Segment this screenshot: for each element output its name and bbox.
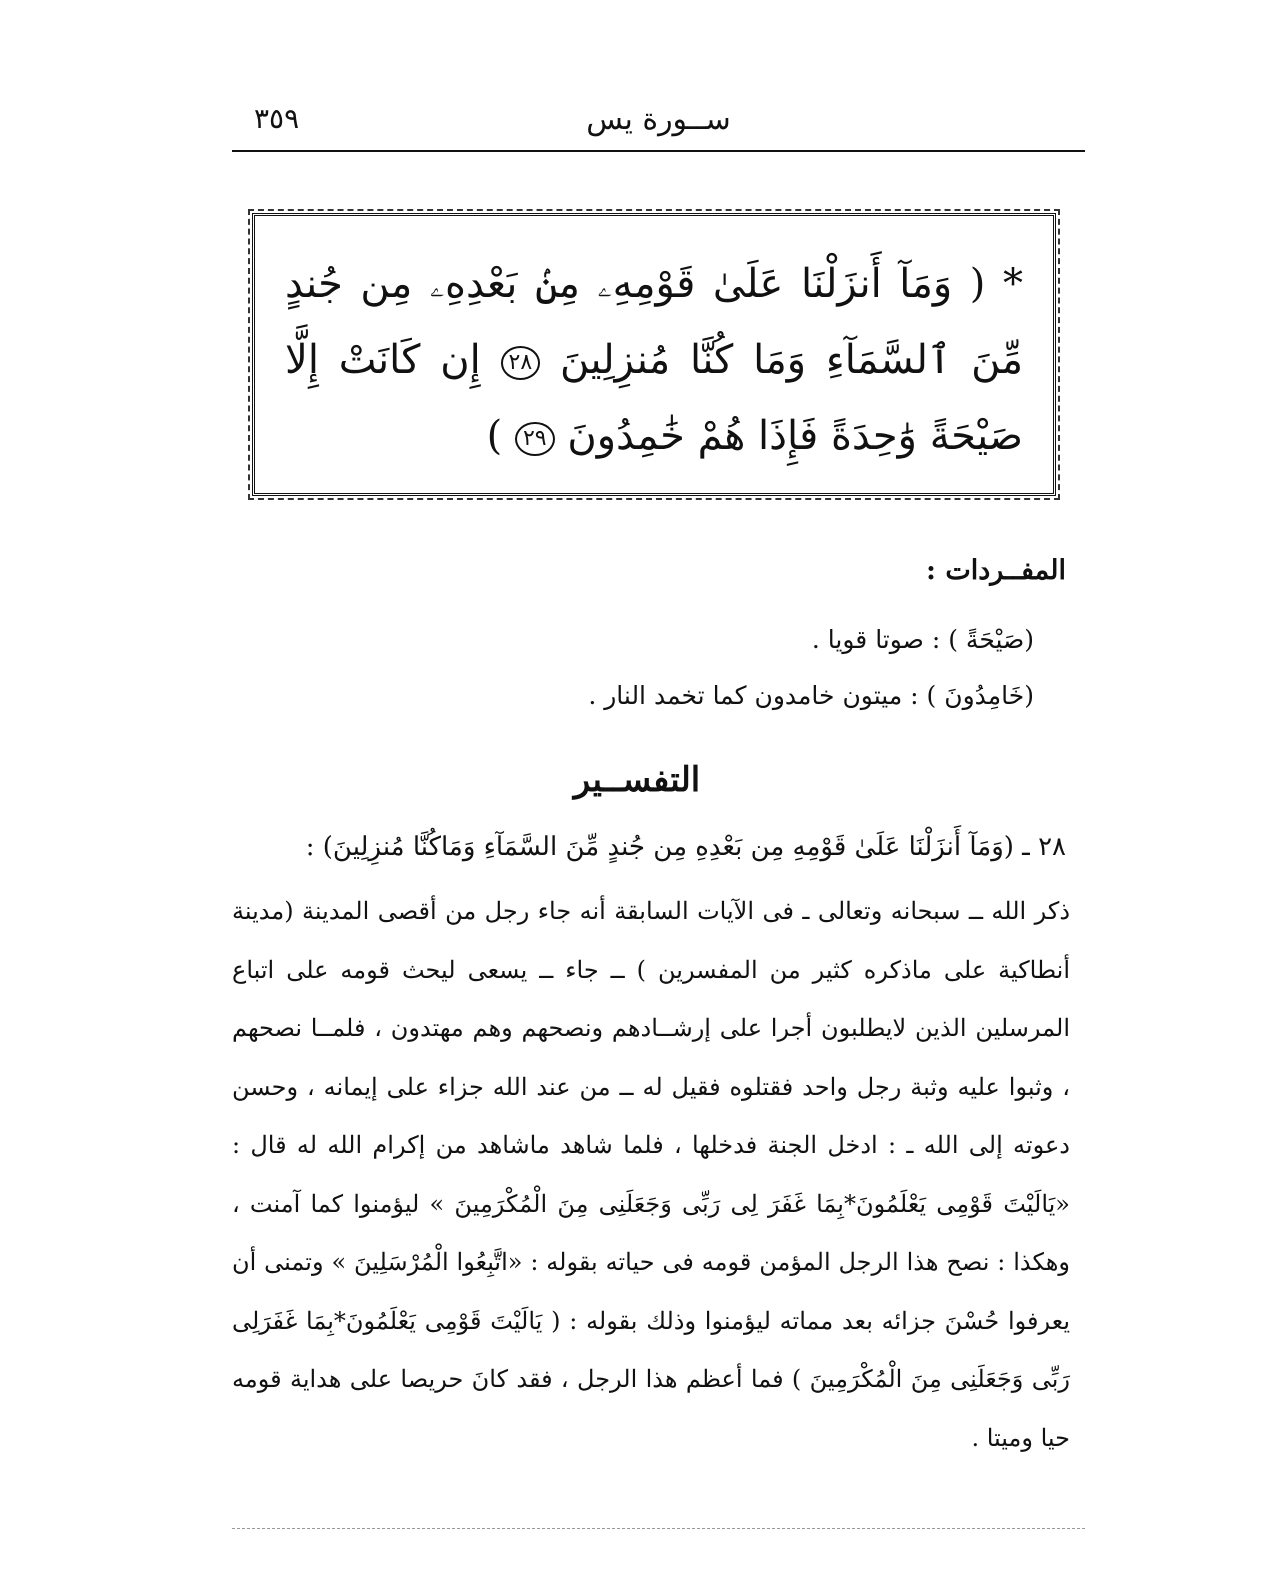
ayah-number-28: ٢٨ [501, 346, 541, 380]
tafsir-body: ذكر الله ــ سبحانه وتعالى ـ فى الآيات السابقة أنه جاء رجل من أقصى المدينة (مدينة أنطاكية على ماذكره كثير من المفسرين ) ــ جاء ــ يسعى ليحث قومه على اتباع المرسلين الذين لايطلبون أجرا على إرشــادهم ونصحهم وهم مهتدون ، فلمــا نصحهم ، وثبوا عليه وثبة رجل واحد فقتلوه فقيل له ــ من عند الله جزاء على إيمانه ، وحسن دعوته إلى الله ـ : ادخل الجنة فدخلها ، فلما شاهد ماشاهد من إكرام الله له قال : «يَالَيْتَ قَوْمِى يَعْلَمُونَ*بِمَا غَفَرَ لِى رَبِّى وَجَعَلَنِى مِنَ الْمُكْرَمِينَ » ليؤمنوا كما آمنت ، وهكذا : نصح هذا الرجل المؤمن قومه فى حياته بقوله : «اتَّبِعُوا الْمُرْسَلِينَ » وتمنى أن يعرفوا حُسْنَ جزائه بعد مماته ليؤمنوا وذلك بقوله : ( يَالَيْتَ قَوْمِى يَعْلَمُونَ*بِمَا غَفَرَلِى رَبِّى وَجَعَلَنِى مِنَ الْمُكْرَمِينَ ) فما أعظم هذا الرجل ، فقد كانَ حريصا على هداية قومه حيا وميتا . [232, 897, 1071, 1452]
verse-closing-paren: ) [486, 413, 503, 459]
surah-title: ســورة يس [586, 102, 731, 137]
vocabulary-list [234, 612, 1034, 724]
verse-text-part-1: * ( وَمَآ أَنزَلْنَا عَلَىٰ قَوْمِهِۦ مِنۢ بَعْدِهِۦ مِن جُندٍ مِّنَ ٱلسَّمَآءِ وَمَا كُنَّا مُنزِلِينَ [285, 261, 1024, 383]
ayah-number-29: ٢٩ [515, 422, 555, 456]
verse-text-part-2: إِن كَانَتْ إِلَّا صَيْحَةً وَٰحِدَةً فَإِذَا هُمْ خَٰمِدُونَ [285, 337, 1023, 459]
tafsir-heading: التفســير [573, 760, 701, 800]
verse-frame [252, 213, 1056, 496]
tafsir-verse-reference: ٢٨ ـ (وَمَآ أَنزَلْنَا عَلَىٰ قَوْمِهِ مِن بَعْدِهِ مِن جُندٍ مِّنَ السَّمَآءِ وَمَاكُنَّا مُنزِلِينَ) : [305, 832, 1066, 862]
running-header [232, 100, 1085, 150]
vocabulary-heading: المفــردات : [925, 555, 1066, 586]
bottom-rule [232, 1528, 1085, 1529]
page-number: ٣٥٩ [254, 102, 300, 135]
vocabulary-item: (صَيْحَةً ) : صوتا قويا . [811, 625, 1034, 654]
vocabulary-item: (خَامِدُونَ ) : ميتون خامدون كما تخمد النار . [588, 681, 1034, 710]
header-rule [232, 150, 1085, 152]
quran-verse [285, 246, 1023, 474]
